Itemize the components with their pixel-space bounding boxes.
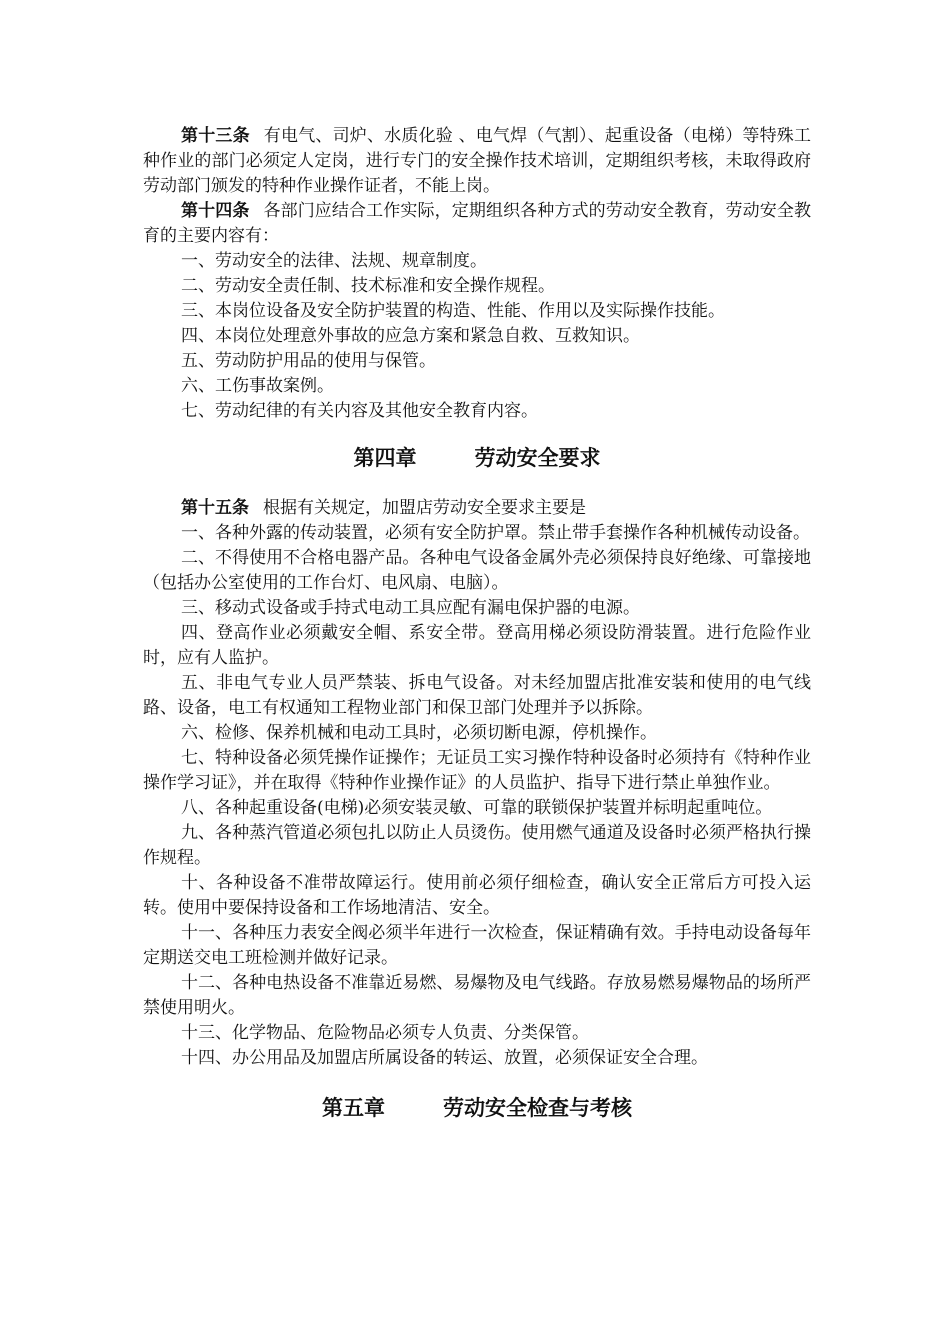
list-item: 八、各种起重设备(电梯)必须安装灵敏、可靠的联锁保护装置并标明起重吨位。	[181, 798, 773, 818]
article-heading: 第十三条	[181, 126, 250, 146]
list-item: 四、登高作业必须戴安全帽、系安全带。登高用梯必须设防滑装置。进行危险作业时，应有人监护。	[143, 623, 811, 668]
list-item: 六、检修、保养机械和电动工具时，必须切断电源，停机操作。	[181, 723, 657, 743]
chapter-heading	[143, 1093, 811, 1123]
article-body: 各部门应结合工作实际，定期组织各种方式的劳动安全教育，劳动安全教育的主要内容有：	[143, 201, 812, 246]
chapter-title: 劳动安全要求	[474, 445, 601, 470]
list-item: 七、特种设备必须凭操作证操作；无证员工实习操作特种设备时必须持有《特种作业操作学习证》，并在取得《特种作业操作证》的人员监护、指导下进行禁止单独作业。	[143, 748, 811, 793]
list-item: 十四、办公用品及加盟店所属设备的转运、放置，必须保证安全合理。	[181, 1048, 708, 1068]
list-item: 五、劳动防护用品的使用与保管。	[181, 351, 436, 371]
list-item: 四、本岗位处理意外事故的应急方案和紧急自救、互救知识。	[181, 326, 640, 346]
chapter-title: 劳动安全检查与考核	[443, 1095, 632, 1120]
list-item: 二、不得使用不合格电器产品。各种电气设备金属外壳必须保持良好绝缘、可靠接地（包括办公室使用的工作台灯、电风扇、电脑）。	[143, 548, 811, 593]
article-15	[143, 496, 811, 521]
article-body: 有电气、司炉、水质化验 、电气焊（气割）、起重设备（电梯）等特殊工种作业的部门必须定人定岗，进行专门的安全操作技术培训，定期组织考核，未取得政府劳动部门颁发的特种作业操作证者，不能上岗。	[143, 126, 812, 196]
list-item: 二、劳动安全责任制、技术标准和安全操作规程。	[181, 276, 555, 296]
list-item: 一、各种外露的传动装置，必须有安全防护罩。禁止带手套操作各种机械传动设备。	[181, 523, 810, 543]
list-item: 一、劳动安全的法律、法规、规章制度。	[181, 251, 487, 271]
list-item: 十二、各种电热设备不准靠近易燃、易爆物及电气线路。存放易燃易爆物品的场所严禁使用明火。	[143, 973, 811, 1018]
chapter-heading	[143, 443, 811, 473]
list-item: 九、各种蒸汽管道必须包扎以防止人员烫伤。使用燃气通道及设备时必须严格执行操作规程。	[143, 823, 811, 868]
document-content	[143, 124, 811, 1123]
list-item: 五、非电气专业人员严禁装、拆电气设备。对未经加盟店批准安装和使用的电气线路、设备，电工有权通知工程物业部门和保卫部门处理并予以拆除。	[143, 673, 811, 718]
list-item: 十、各种设备不准带故障运行。使用前必须仔细检查，确认安全正常后方可投入运转。使用中要保持设备和工作场地清洁、安全。	[143, 873, 811, 918]
chapter-number: 第五章	[322, 1095, 385, 1120]
list-item: 六、工伤事故案例。	[181, 376, 334, 396]
list-item: 七、劳动纪律的有关内容及其他安全教育内容。	[181, 401, 538, 421]
article-13	[143, 124, 811, 199]
article-14	[143, 199, 811, 249]
list-item: 十一、各种压力表安全阀必须半年进行一次检查，保证精确有效。手持电动设备每年定期送交电工班检测并做好记录。	[143, 923, 811, 968]
article-body: 根据有关规定，加盟店劳动安全要求主要是	[263, 498, 586, 518]
list-item: 三、本岗位设备及安全防护装置的构造、性能、作用以及实际操作技能。	[181, 301, 725, 321]
chapter-number: 第四章	[353, 445, 417, 470]
article-heading: 第十五条	[181, 498, 249, 518]
list-item: 三、移动式设备或手持式电动工具应配有漏电保护器的电源。	[181, 598, 640, 618]
article-heading: 第十四条	[181, 201, 250, 221]
list-item: 十三、化学物品、危险物品必须专人负责、分类保管。	[181, 1023, 589, 1043]
